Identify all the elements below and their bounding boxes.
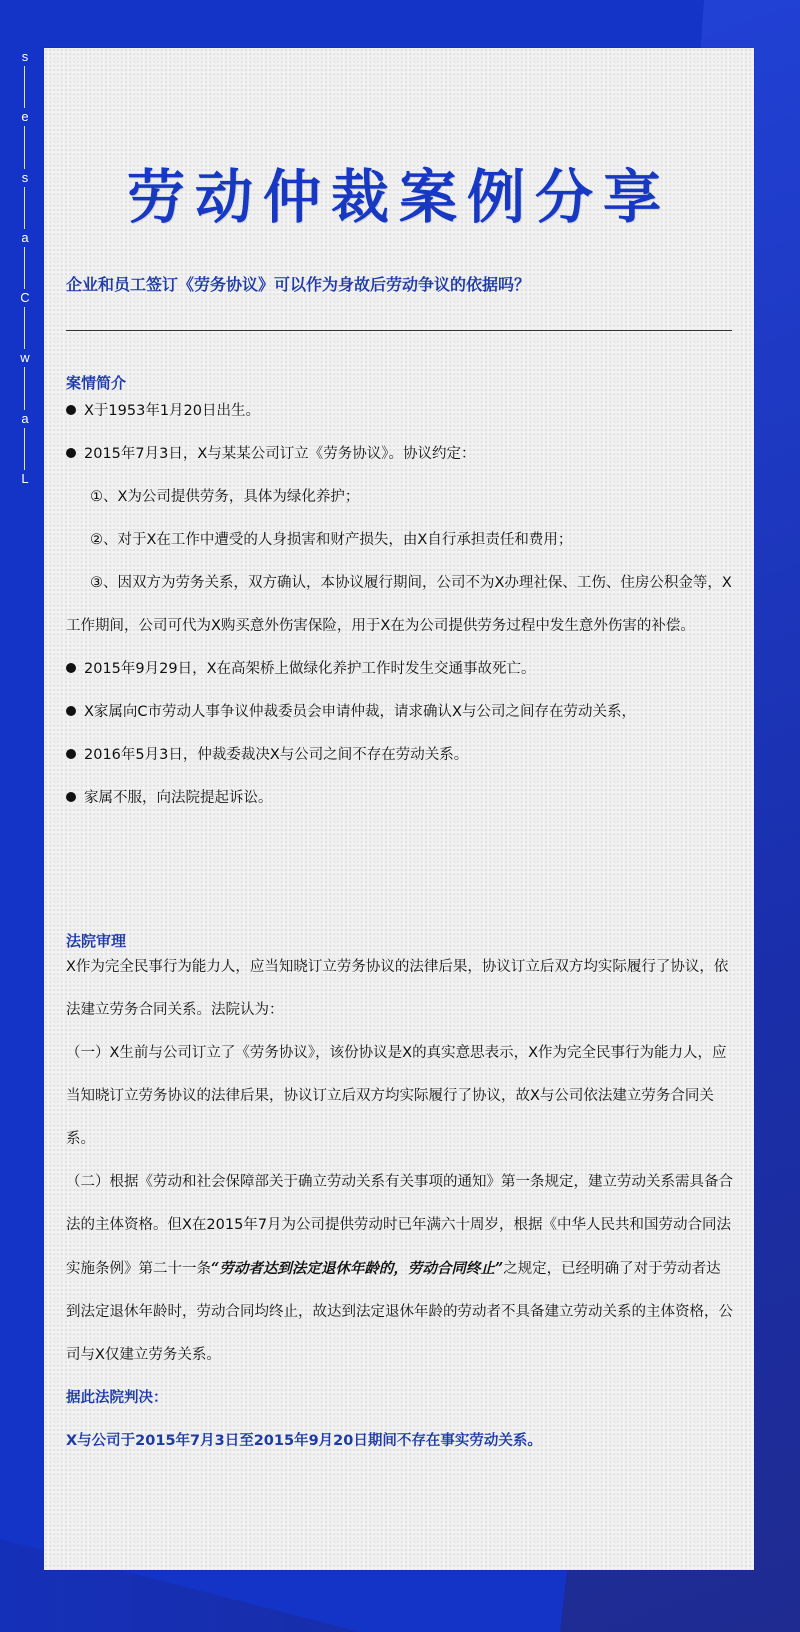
court-section-heading: 法院审理 xyxy=(66,932,127,950)
law-quote: “劳动者达到法定退休年龄的，劳动合同终止” xyxy=(211,1260,504,1277)
side-letter: s xyxy=(21,169,29,185)
side-letter: a xyxy=(21,229,29,245)
content-card xyxy=(44,48,754,1570)
question-heading: 企业和员工签订《劳务协议》可以作为身故后劳动争议的依据吗？ xyxy=(66,275,531,294)
fact-item: X家属向C市劳动人事争议仲裁委员会申请仲裁，请求确认X与公司之间存在劳动关系， xyxy=(66,691,734,734)
side-letter: e xyxy=(21,109,29,125)
agreement-clause: ①、X为公司提供劳务，具体为绿化养护； xyxy=(90,489,360,505)
court-review xyxy=(66,946,734,1463)
court-point-2-text-end: 之规定，已经明确了对于劳动者达到法定退休年龄时，劳动合同均终止，故达到法定退休年龄的劳动者不具备建立劳动关系的主体资格，公司与X仅建立劳务关系。 xyxy=(66,1261,733,1363)
case-facts xyxy=(66,390,734,820)
court-point-2-text: （二）根据《劳动和社会保障部关于确立劳动关系有关事项的通知》第一条规定，建立劳动关系需具备合法的主体资格。但X在2015年7月为公司提供劳动时已年满六十周岁，根据《中华人民共和国劳动合同法实施条例》第二十一条 xyxy=(66,1174,733,1277)
fact-item: 家属不服，向法院提起诉讼。 xyxy=(66,777,734,820)
court-point-1: （一）X生前与公司订立了《劳务协议》，该份协议是X的真实意思表示，X作为完全民事行为能力人，应当知晓订立劳务协议的法律后果，协议订立后双方均实际履行了协议，故X与公司依法建立劳务合同关系。 xyxy=(66,1045,727,1147)
fact-item: 2016年5月3日，仲裁委裁决X与公司之间不存在劳动关系。 xyxy=(66,734,734,777)
divider xyxy=(66,330,732,331)
side-letter: a xyxy=(21,410,29,426)
court-point-2 xyxy=(66,1161,734,1377)
case-section-heading: 案情简介 xyxy=(66,374,127,392)
side-letter: s xyxy=(21,49,29,64)
court-intro: X作为完全民事行为能力人，应当知晓订立劳务协议的法律后果，协议订立后双方均实际履行了协议，依法建立劳务合同关系。法院认为： xyxy=(66,959,729,1018)
side-rail-law-cases xyxy=(18,48,32,488)
verdict-heading: 据此法院判决： xyxy=(66,1390,168,1406)
fact-item: X于1953年1月20日出生。 xyxy=(66,390,734,433)
side-letter: w xyxy=(20,350,30,366)
agreement-clause: ②、对于X在工作中遭受的人身损害和财产损失，由X自行承担责任和费用； xyxy=(90,532,573,548)
fact-item: 2015年7月3日，X与某某公司订立《劳务协议》。协议约定： xyxy=(66,433,734,476)
side-letter: C xyxy=(20,290,30,306)
page-title: 劳动仲裁案例分享 xyxy=(126,163,671,231)
agreement-clause: ③、因双方为劳务关系，双方确认，本协议履行期间，公司不为X办理社保、工伤、住房公积金等，X工作期间，公司可代为X购买意外伤害保险，用于X在为公司提供劳务过程中发生意外伤害的补偿。 xyxy=(66,575,732,634)
fact-item: 2015年9月29日，X在高架桥上做绿化养护工作时发生交通事故死亡。 xyxy=(66,648,734,691)
verdict-text: X与公司于2015年7月3日至2015年9月20日期间不存在事实劳动关系。 xyxy=(66,1433,542,1449)
side-letter: L xyxy=(21,470,29,486)
